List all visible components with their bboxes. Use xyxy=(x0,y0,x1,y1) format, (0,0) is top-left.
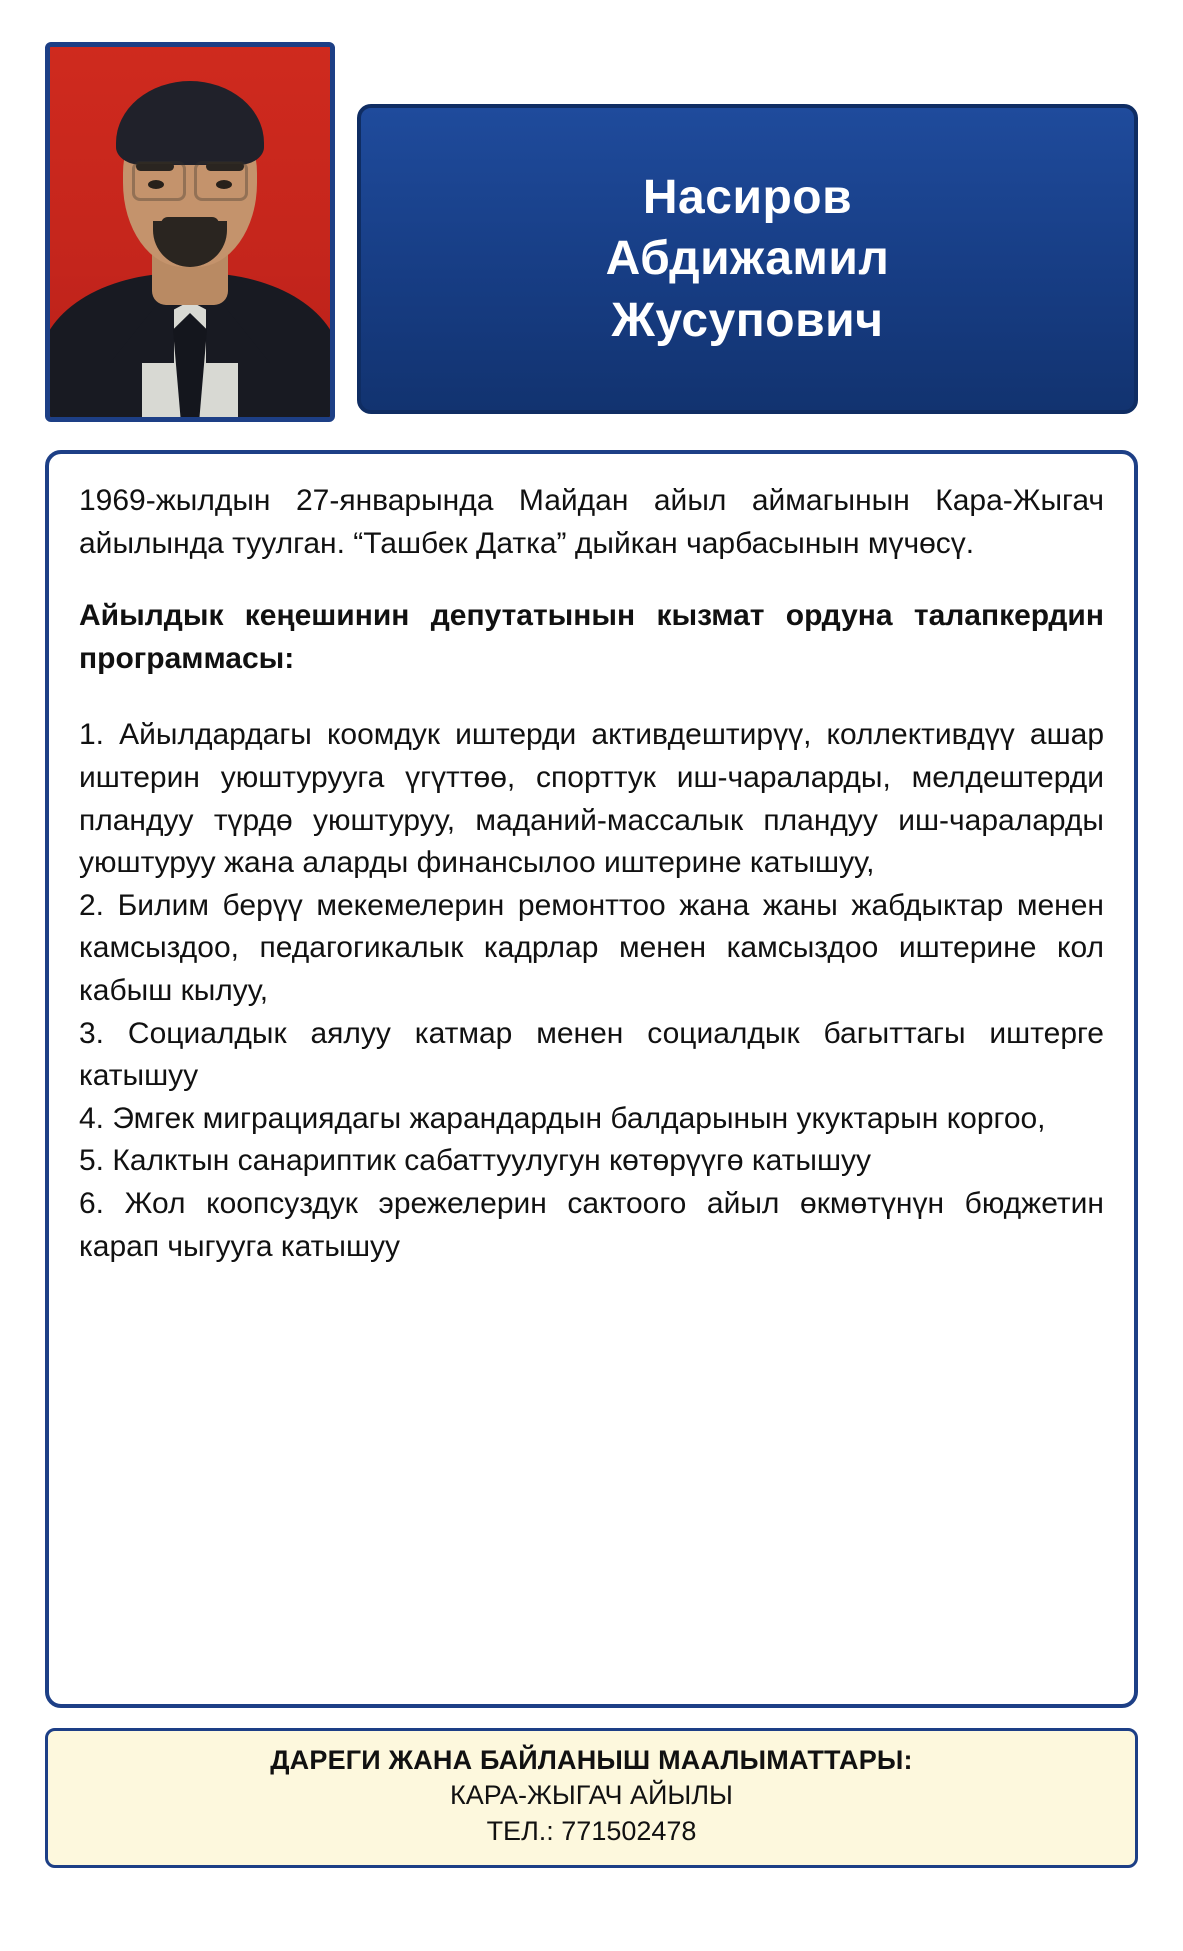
candidate-surname: Насиров xyxy=(642,170,853,224)
program-point: 5. Калктын санариптик сабаттуулугун көтөрүүгө катышуу xyxy=(79,1144,872,1178)
program-point: 4. Эмгек миграциядагы жарандардын балдарынын укуктарын коргоо, xyxy=(79,1101,1046,1135)
candidate-photo xyxy=(45,42,335,422)
program-point: 2. Билим берүү мекемелерин ремонттоо жана жаны жабдыктар менен камсыздоо, педагогикалык кадрлар менен камсыздоо иштерине кол кабыш кылуу, xyxy=(79,888,1104,1007)
program-point: 6. Жол коопсуздук эрежелерин сактоого айыл өкмөтүнүн бюджетин карап чыгууга катышуу xyxy=(79,1186,1104,1263)
portrait-illustration xyxy=(50,47,330,417)
contact-phone: ТЕЛ.: 771502478 xyxy=(486,1815,697,1846)
contact-address: КАРА-ЖЫГАЧ АЙЫЛЫ xyxy=(450,1780,733,1811)
program-points xyxy=(79,714,1104,1268)
portrait-eye-left xyxy=(148,180,164,189)
poster-header xyxy=(45,42,1138,432)
program-point: 3. Социалдык аялуу катмар менен социалдык багыттагы иштерге катышуу xyxy=(79,1016,1104,1093)
contact-info-card xyxy=(45,1728,1138,1868)
candidate-patronymic: Жусупович xyxy=(611,293,884,347)
portrait-eye-right xyxy=(216,180,232,189)
candidate-details-card xyxy=(45,450,1138,1708)
program-title: Айылдык кеңешинин депутатынын кызмат ордуна талапкердин программасы: xyxy=(79,599,1104,675)
candidate-biography: 1969-жылдын 27-январында Майдан айыл аймагынын Кара-Жыгач айылында туулган. “Ташбек Датка” дыйкан чарбасынын мүчөсү. xyxy=(79,484,1104,560)
program-point: 1. Айылдардагы коомдук иштерди активдештирүү, коллективдүү ашар иштерин уюштурууга үгүттөө, спорттук иш-чараларды, мелдештерди пландуу түрдө уюштуруу, маданий-массалык пландуу иш-чараларды уюштуруу жана аларды финансылоо иштерине катышуу, xyxy=(79,718,1104,880)
portrait-hair xyxy=(116,81,264,165)
candidate-name-card xyxy=(357,104,1138,414)
contact-info-title: ДАРЕГИ ЖАНА БАЙЛАНЫШ МААЛЫМАТТАРЫ: xyxy=(270,1745,913,1775)
candidate-firstname: Абдижамил xyxy=(605,232,890,286)
